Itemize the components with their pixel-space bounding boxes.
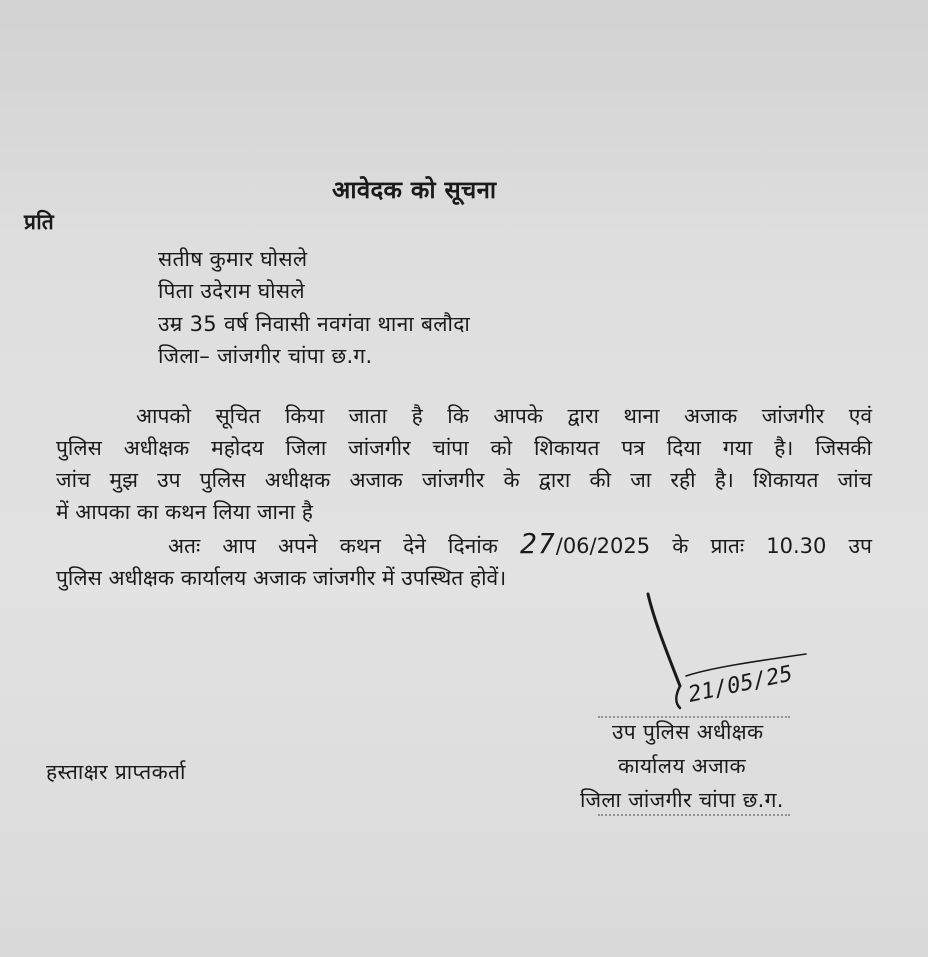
paragraph-line: आपको सूचित किया जाता है कि आपके द्वारा थाना अजाक जांजगीर एवं <box>136 404 872 428</box>
date-intro-text: अतः आप अपने कथन देने दिनांक <box>168 534 498 558</box>
signature-date: 21/05/25 <box>686 661 795 708</box>
notice-paragraph-1 <box>56 400 872 528</box>
paragraph-line: जांच मुझ उप पुलिस अधीक्षक अजाक जांजगीर के द्वारा की जा रही है। शिकायत जांच <box>56 468 872 492</box>
paragraph-line: पुलिस अधीक्षक महोदय जिला जांजगीर चांपा को शिकायत पत्र दिया गया है। जिसकी <box>56 436 872 460</box>
receiver-signature-label: हस्ताक्षर प्राप्तकर्ता <box>46 760 186 784</box>
addressee-name: सतीष कुमार घोसले <box>158 247 308 271</box>
addressee-district: जिला– जांजगीर चांपा छ.ग. <box>158 344 373 368</box>
date-month-year: /06/2025 <box>555 534 651 558</box>
paragraph-line <box>56 528 872 562</box>
letter-title: आवेदक को सूचना <box>332 176 497 204</box>
time-text: के प्रातः 10.30 उप <box>672 534 872 558</box>
notice-paragraph-2 <box>56 528 872 594</box>
officer-designation: उप पुलिस अधीक्षक <box>612 720 764 744</box>
salutation: प्रति <box>24 210 54 234</box>
addressee-age-residence: उम्र 35 वर्ष निवासी नवगंवा थाना बलौदा <box>158 312 471 336</box>
paragraph-line: में आपका का कथन लिया जाना है <box>56 500 313 524</box>
officer-signature-icon <box>630 590 820 720</box>
officer-district: जिला जांजगीर चांपा छ.ग. <box>580 788 784 812</box>
paragraph-line: पुलिस अधीक्षक कार्यालय अजाक जांजगीर में उपस्थित होवें। <box>56 566 507 590</box>
addressee-father: पिता उदेराम घोसले <box>158 279 305 303</box>
handwritten-date-day: 27 <box>520 527 556 560</box>
officer-office: कार्यालय अजाक <box>618 754 746 778</box>
